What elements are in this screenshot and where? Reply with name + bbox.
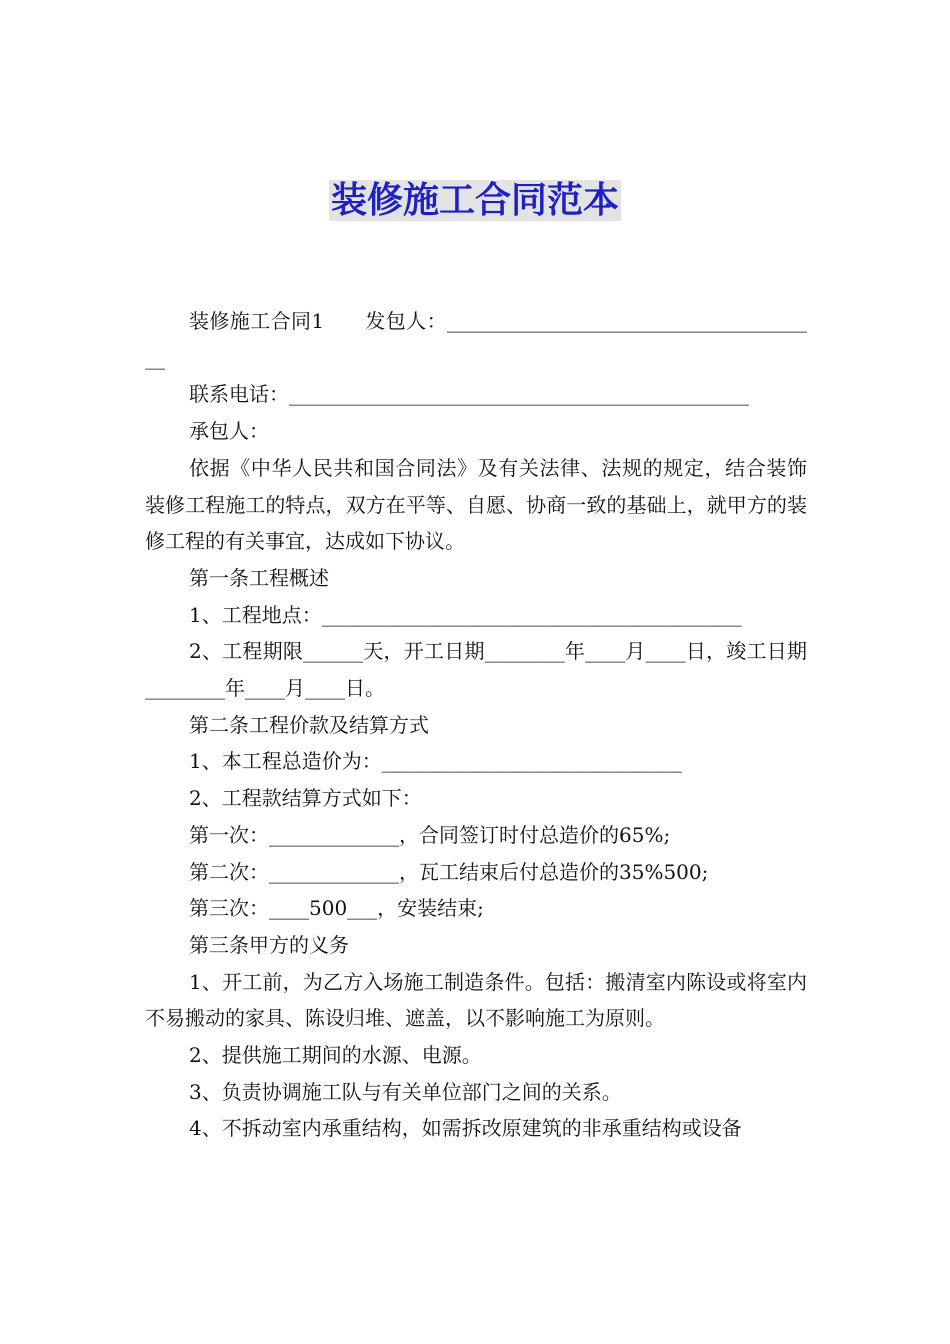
paragraph-total-price: 1、本工程总造价为：______________________________ — [189, 749, 682, 774]
document-title-text: 装修施工合同范本 — [330, 180, 619, 221]
paragraph-contractor: 承包人： — [189, 419, 269, 444]
paragraph-contact-phone: 联系电话：______________________________________________ — [189, 382, 749, 407]
paragraph-obligation-4: 4、不拆动室内承重结构，如需拆改原建筑的非承重结构或设备 — [189, 1116, 742, 1141]
paragraph-payment-3: 第三次：____500___，安装结束; — [189, 896, 484, 921]
paragraph-contract-header: 装修施工合同1 发包人：______________________________________ — [145, 309, 807, 370]
paragraph-obligation-1: 1、开工前，为乙方入场施工制造条件。包括：搬清室内陈设或将室内不易搬动的家具、陈设归堆、遮盖，以不影响施工为原则。 — [145, 969, 807, 1031]
document-title — [0, 178, 950, 224]
heading-article-1: 第一条工程概述 — [189, 565, 329, 590]
heading-article-2: 第二条工程价款及结算方式 — [189, 712, 429, 737]
paragraph-payment-2: 第二次：_____________，瓦工结束后付总造价的35%500; — [189, 859, 709, 884]
paragraph-obligation-2: 2、提供施工期间的水源、电源。 — [189, 1043, 482, 1068]
paragraph-project-period: 2、工程期限______天，开工日期________年____月____日，竣工日期________年____月____日。 — [145, 639, 807, 701]
paragraph-preamble: 依据《中华人民共和国合同法》及有关法律、法规的规定，结合装饰装修工程施工的特点，双方在平等、自愿、协商一致的基础上，就甲方的装修工程的有关事宜，达成如下协议。 — [145, 455, 807, 554]
paragraph-payment-1: 第一次：_____________，合同签订时付总造价的65%; — [189, 822, 671, 847]
heading-article-3: 第三条甲方的义务 — [189, 932, 349, 957]
paragraph-settlement-method: 2、工程款结算方式如下： — [189, 786, 422, 811]
paragraph-obligation-3: 3、负责协调施工队与有关单位部门之间的关系。 — [189, 1079, 622, 1104]
document-body — [145, 303, 807, 1147]
paragraph-project-location: 1、工程地点：__________________________________________ — [189, 602, 742, 627]
